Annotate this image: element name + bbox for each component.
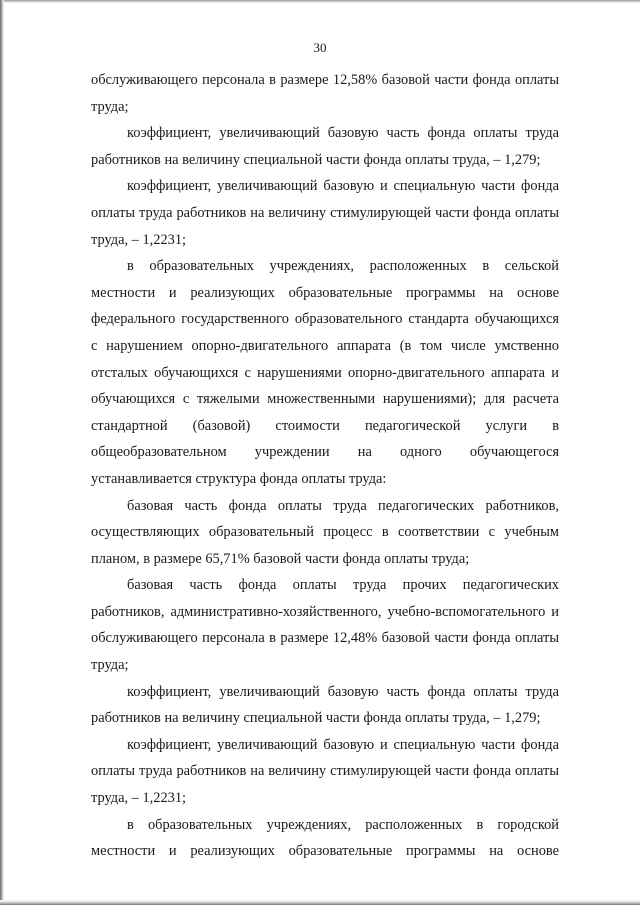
paragraph-rural-institutions: в образовательных учреждениях, расположенных в сельской местности и реализующих образовательные программы на основе федерального государственного образовательного стандарта обучающихся с нарушением опорно-двигательного аппарата (в том числе умственно отсталых обучающихся с нарушениями опорно-двигательного аппарата и обучающихся с тяжелыми множественными нарушениями); для расчета стандартной (базовой) стоимости педагогической услуги в общеобразовательном учреждении на одного обучающегося устанавливается структура фонда оплаты труда: [91,258,559,487]
paragraph-coefficient-special: коэффициент, увеличивающий базовую часть фонда оплаты труда работников на величину специальной части фонда оплаты труда, – 1,279; [91,125,559,168]
page-number: 30 [313,40,327,55]
paragraph-base-part-pedagogical: базовая часть фонда оплаты труда педагогических работников, осуществляющих образовательный процесс в соответствии с учебным планом, в размере 65,71% базовой части фонда оплаты труда; [91,497,559,567]
scan-edge-bottom [0,900,640,905]
paragraph-urban-institutions: в образовательных учреждениях, расположенных в городской местности и реализующих образовательные программы на основе [91,816,559,860]
paragraph-coefficient-stimulating: коэффициент, увеличивающий базовую и специальную части фонда оплаты труда работников на величину стимулирующей части фонда оплаты труда, – 1,2231; [91,736,559,807]
paragraph-base-part-other-staff: базовая часть фонда оплаты труда прочих педагогических работников, административно-хозяйственного, учебно-вспомогательного и обслуживающего персонала в размере 12,48% базовой части фонда оплаты труда; [91,577,559,674]
paragraph-coefficient-special: коэффициент, увеличивающий базовую часть фонда оплаты труда работников на величину специальной части фонда оплаты труда, – 1,279; [91,683,559,727]
paragraph-coefficient-stimulating: коэффициент, увеличивающий базовую и специальную части фонда оплаты труда работников на величину стимулирующей части фонда оплаты труда, – 1,2231; [91,178,559,248]
document-body [91,67,559,865]
scan-edge-top [0,0,640,3]
scan-edge-left [0,0,4,905]
paragraph-continuation: обслуживающего персонала в размере 12,58% базовой части фонда оплаты труда; [91,72,559,115]
